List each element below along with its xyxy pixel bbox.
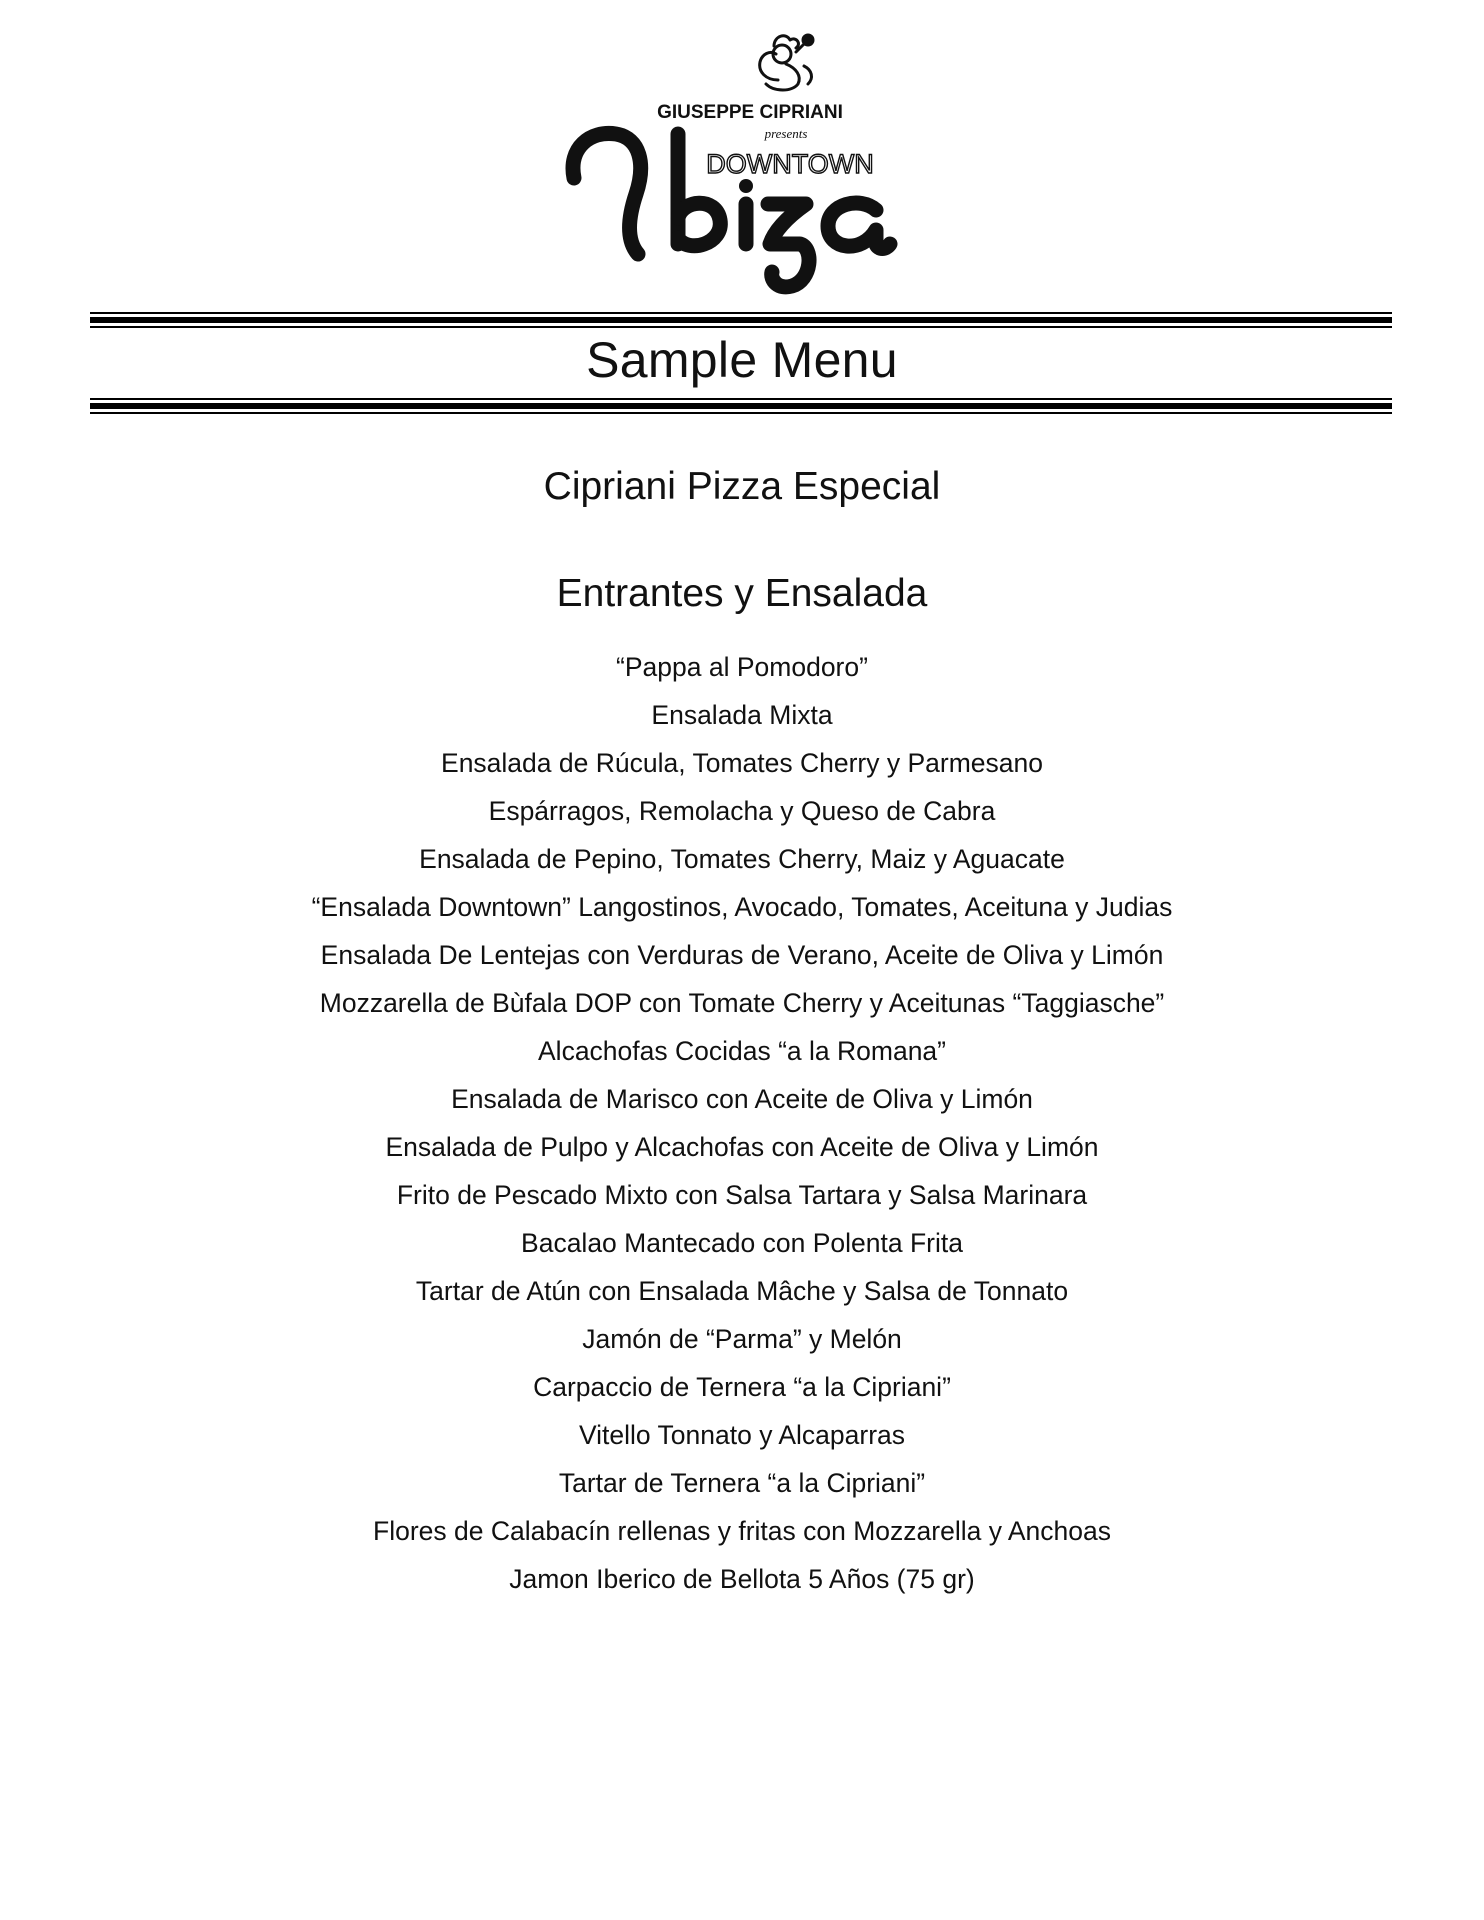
brand-line: GIUSEPPE CIPRIANI <box>657 102 843 123</box>
menu-item: Tartar de Ternera “a la Cipriani” <box>558 1468 926 1498</box>
section-heading-pizza-especial: Cipriani Pizza Especial <box>543 465 941 508</box>
menu-item: Carpaccio de Ternera “a la Cipriani” <box>533 1372 951 1402</box>
menu-item: Espárragos, Remolacha y Queso de Cabra <box>488 796 996 826</box>
downtown-ibiza-logo <box>560 18 940 298</box>
page-title: Sample Menu <box>586 332 898 388</box>
section-heading-entrantes: Entrantes y Ensalada <box>556 572 928 615</box>
menu-item: Ensalada de Marisco con Aceite de Oliva y Limón <box>451 1084 1033 1114</box>
menu-item: “Pappa al Pomodoro” <box>616 652 868 682</box>
menu-item: Tartar de Atún con Ensalada Mâche y Salsa de Tonnato <box>415 1276 1069 1306</box>
menu-item: Mozzarella de Bùfala DOP con Tomate Cherry y Aceitunas “Taggiasche” <box>319 988 1165 1018</box>
menu-item: Ensalada de Pepino, Tomates Cherry, Maiz y Aguacate <box>419 844 1065 874</box>
menu-item: Ensalada de Pulpo y Alcachofas con Aceite de Oliva y Limón <box>385 1132 1099 1162</box>
menu-item: Alcachofas Cocidas “a la Romana” <box>538 1036 946 1066</box>
menu-item: Frito de Pescado Mixto con Salsa Tartara y Salsa Marinara <box>396 1180 1088 1210</box>
menu-item: Flores de Calabacín rellenas y fritas con Mozzarella y Anchoas <box>373 1516 1111 1546</box>
downtown-text: DOWNTOWN <box>706 149 874 179</box>
menu-item: Jamon Iberico de Bellota 5 Años (75 gr) <box>509 1564 975 1594</box>
menu-item: Vitello Tonnato y Alcaparras <box>578 1420 906 1450</box>
menu-item: Jamón de “Parma” y Melón <box>582 1324 902 1354</box>
menu-item: Bacalao Mantecado con Polenta Frita <box>521 1228 963 1258</box>
menu-item: Ensalada Mixta <box>651 700 833 730</box>
chef-mascot-icon <box>760 35 813 90</box>
menu-item: “Ensalada Downtown” Langostinos, Avocado, Tomates, Aceituna y Judias <box>311 892 1173 922</box>
menu-item: Ensalada De Lentejas con Verduras de Verano, Aceite de Oliva y Limón <box>320 940 1164 970</box>
entrantes-menu-list <box>0 643 1484 1603</box>
presents-text: presents <box>764 126 808 141</box>
menu-item: Ensalada de Rúcula, Tomates Cherry y Parmesano <box>441 748 1043 778</box>
title-rule-top <box>90 312 1392 328</box>
title-rule-bottom <box>90 398 1392 414</box>
